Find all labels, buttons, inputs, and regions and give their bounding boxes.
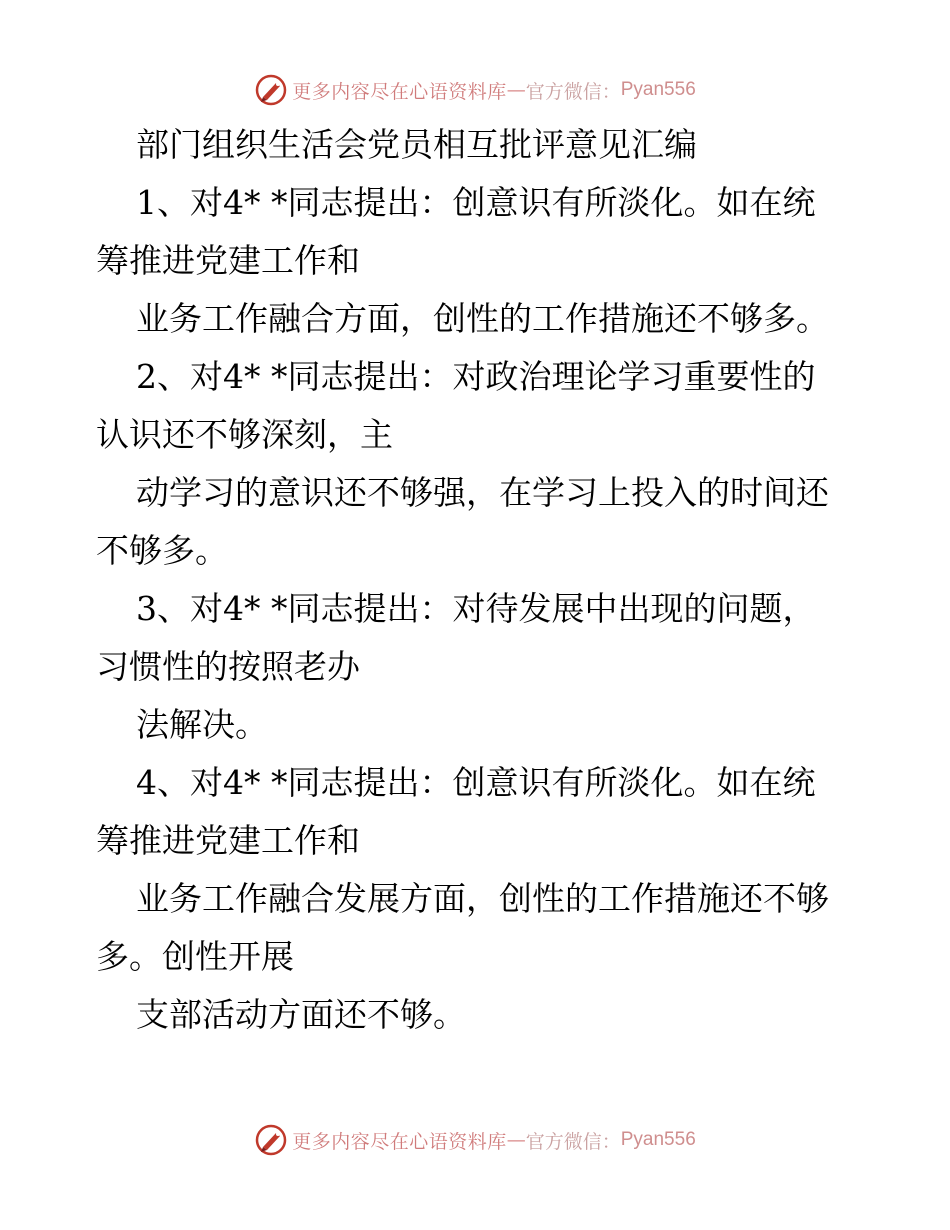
pen-logo-icon (254, 1123, 288, 1157)
watermark-account: Pyan556 (620, 1129, 696, 1150)
watermark-brand: 更多内容尽在心语资料库 (292, 1130, 507, 1153)
text-line: 习惯性的按照老办 (96, 647, 360, 686)
text-line: 筹推进党建工作和 (96, 821, 360, 860)
text-line: 4、对4* *同志提出：创意识有所淡化。如在统 (136, 763, 816, 802)
text-line: 支部活动方面还不够。 (136, 995, 466, 1034)
document-title: 部门组织生活会党员相互批评意见汇编 (136, 125, 697, 164)
header-watermark (0, 70, 950, 110)
text-line: 3、对4* *同志提出：对待发展中出现的问题， (136, 589, 816, 628)
pen-logo-icon (254, 73, 288, 107)
watermark-brand: 更多内容尽在心语资料库 (292, 80, 507, 103)
text-line: 不够多。 (96, 531, 228, 570)
watermark-account: Pyan556 (620, 79, 696, 100)
watermark-separator: — (506, 1129, 526, 1151)
text-line: 动学习的意识还不够强，在学习上投入的时间还 (136, 473, 829, 512)
document-body (96, 116, 866, 1044)
text-line: 业务工作融合方面，创性的工作措施还不够多。 (136, 299, 829, 338)
text-line: 1、对4* *同志提出：创意识有所淡化。如在统 (136, 183, 816, 222)
text-line: 业务工作融合发展方面，创性的工作措施还不够 (136, 879, 829, 918)
text-line: 2、对4* *同志提出：对政治理论学习重要性的 (136, 357, 816, 396)
text-line: 法解决。 (136, 705, 268, 744)
footer-watermark (0, 1120, 950, 1160)
text-line: 认识还不够深刻，主 (96, 415, 393, 454)
watermark-official-label: 官方微信： (525, 1130, 621, 1153)
watermark-official-label: 官方微信： (525, 80, 621, 103)
text-line: 多。创性开展 (96, 937, 294, 976)
text-line: 筹推进党建工作和 (96, 241, 360, 280)
watermark-separator: — (506, 79, 526, 101)
